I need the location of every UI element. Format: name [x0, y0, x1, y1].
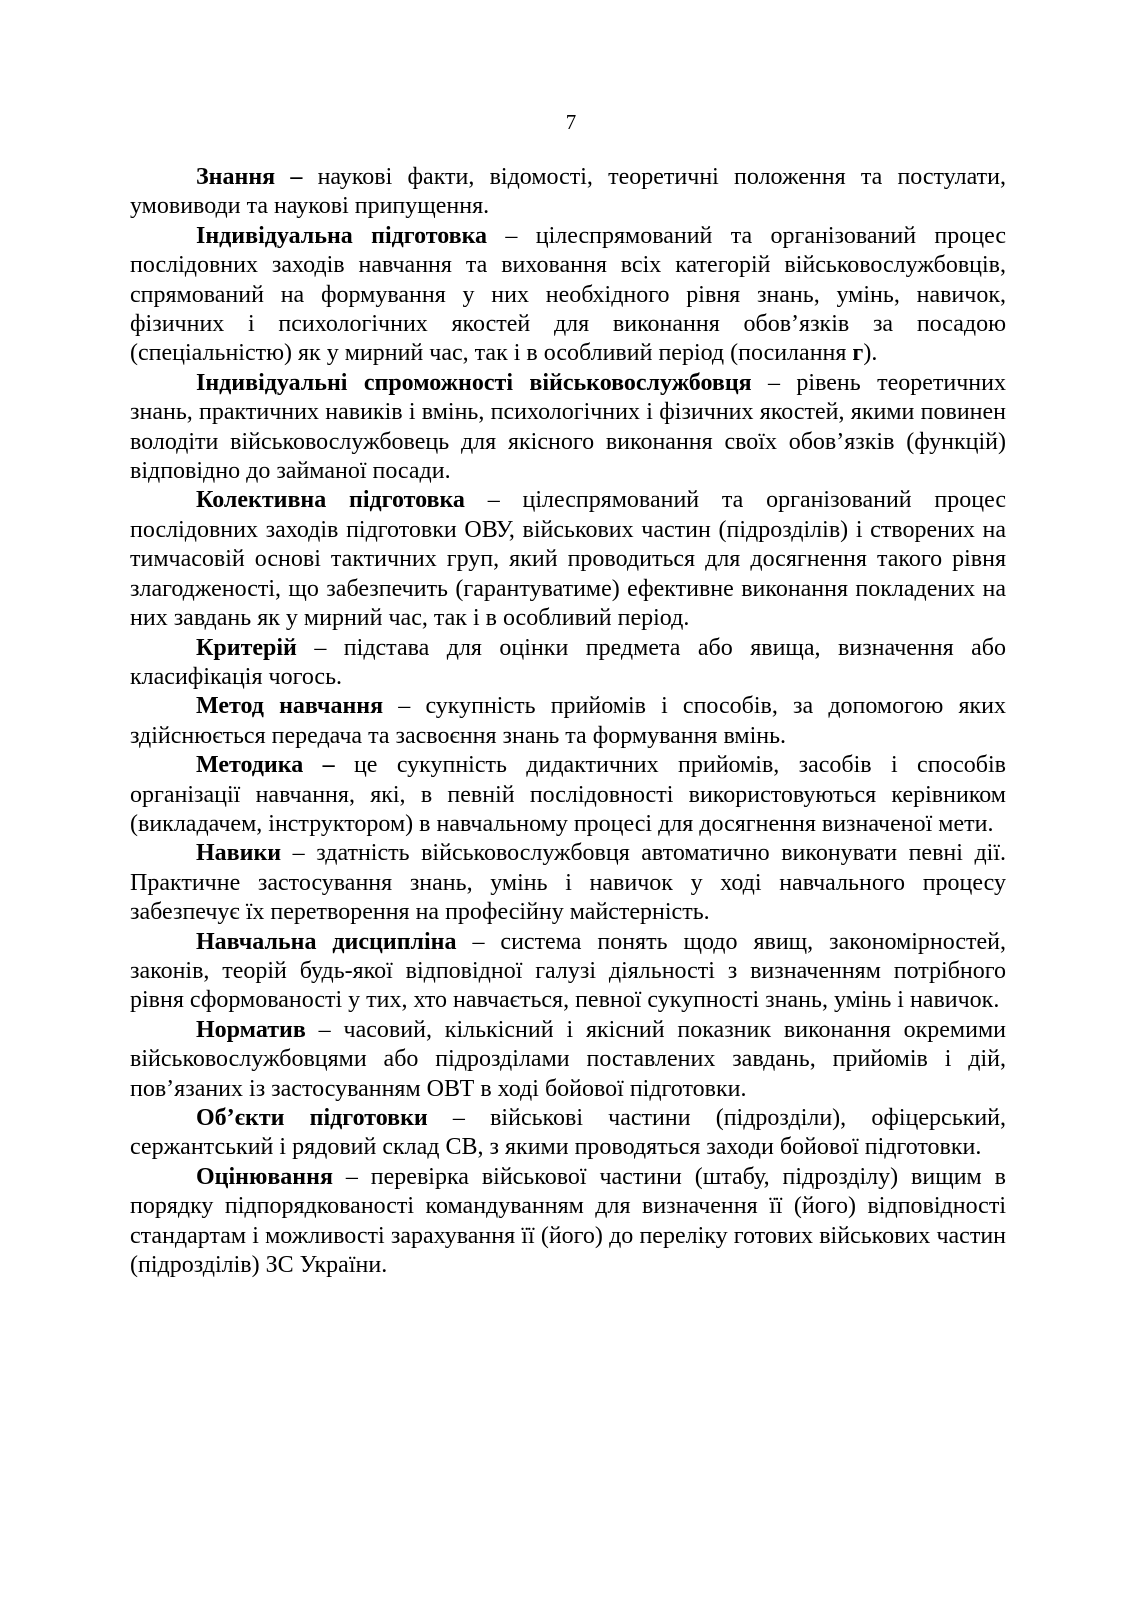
glossary-entry-metod-navchannia — [130, 692, 1006, 751]
glossary-entry-navchalna-dystsyplina — [130, 928, 1006, 1016]
glossary-entry-obiekty-pidhotovky — [130, 1104, 1006, 1163]
glossary-entry-otsiniuvannia — [130, 1163, 1006, 1281]
term: Індивідуальні спроможності військовослужбовця — [196, 369, 752, 396]
definition: – перевірка військової частини (штабу, підрозділу) вищим в порядку підпорядкованості командуванням для визначення її (його) відповідності стандартам і можливості зарахування її (його) до переліку готових військових частин (підрозділів) ЗС України. — [130, 1163, 1006, 1279]
term: Навики — [196, 840, 282, 867]
definition: – система понять щодо явищ, закономірностей, законів, теорій будь-якої відповідної галузі діяльності з визначенням потрібного рівня сформованості у тих, хто навчається, певної сукупності знань, умінь і навичок. — [130, 928, 1006, 1014]
term: Знання – — [196, 164, 303, 190]
definition: – рівень теоретичних знань, практичних навиків і вмінь, психологічних і фізичних якостей, якими повинен володіти військовослужбовець для якісного виконання своїх обов’язків (функцій) відповідно до займаної посади. — [130, 369, 1006, 485]
definition: це сукупність дидактичних прийомів, засобів і способів організації навчання, які, в певній послідовності використовуються керівником (викладачем, інструктором) в навчальному процесі для досягнення визначеної мети. — [130, 752, 1007, 837]
definition: – підстава для оцінки предмета або явища, визначення або класифікація чогось. — [130, 634, 1006, 690]
glossary-entry-individualna-pidhotovka — [130, 222, 1006, 369]
page-number: 7 — [565, 110, 577, 134]
glossary-entry-metodyka — [130, 751, 1006, 839]
definition-tail: ). — [863, 340, 878, 367]
definition: – цілеспрямований та організований процес послідовних заходів підготовки ОВУ, військових частин (підрозділів) і створених на тимчасовій основі тактичних груп, який проводиться для досягнення такого рівня злагодженості, що забезпечить (гарантуватиме) ефективне виконання покладених на них завдань як у мирний час, так і в особливий період. — [130, 487, 1006, 632]
term: Критерій — [196, 634, 297, 661]
glossary-entry-normatyv — [130, 1016, 1006, 1104]
definition: наукові факти, відомості, теоретичні положення та постулати, умовиводи та наукові припущення. — [130, 164, 1007, 220]
glossary-entry-navyky — [130, 839, 1006, 927]
glossary-entry-kolektyvna-pidhotovka — [130, 486, 1006, 633]
term: Колективна підготовка — [196, 487, 465, 514]
term: Оцінювання — [196, 1163, 333, 1190]
definition: – цілеспрямований та організований процес послідовних заходів навчання та виховання всіх категорій військовослужбовців, спрямований на формування у них необхідного рівня знань, умінь, навичок, фізичних і психологічних якостей для виконання обов’язків за посадою (спеціальністю) як у мирний час, так і в особливий період (посилання — [130, 222, 1006, 367]
term: Норматив — [196, 1016, 306, 1043]
definition: – здатність військовослужбовця автоматично виконувати певні дії. Практичне застосування знань, умінь і навичок у ході навчального процесу забезпечує їх перетворення на професійну майстерність. — [130, 840, 1006, 926]
glossary-entry-kryterii — [130, 634, 1006, 693]
glossary-body — [130, 163, 1006, 1280]
definition: – часовий, кількісний і якісний показник виконання окремими військовослужбовцями або підрозділами поставлених завдань, прийомів і дій, пов’язаних із застосуванням ОВТ в ході бойової підготовки. — [130, 1016, 1006, 1102]
term: Методика – — [196, 752, 335, 779]
term: Індивідуальна підготовка — [196, 222, 488, 249]
glossary-entry-znannia — [130, 163, 1006, 222]
reference-letter: г — [852, 340, 864, 367]
term: Метод навчання — [196, 693, 384, 720]
term: Об’єкти підготовки — [196, 1105, 428, 1131]
definition: – військові частини (підрозділи), офіцерський, сержантський і рядовий склад СВ, з якими проводяться заходи бойової підготовки. — [130, 1105, 1007, 1161]
glossary-entry-individualni-spromozhnosti — [130, 369, 1006, 487]
term: Навчальна дисципліна — [196, 928, 457, 955]
definition: – сукупність прийомів і способів, за допомогою яких здійснюється передача та засвоєння знань та формування вмінь. — [130, 693, 1006, 749]
